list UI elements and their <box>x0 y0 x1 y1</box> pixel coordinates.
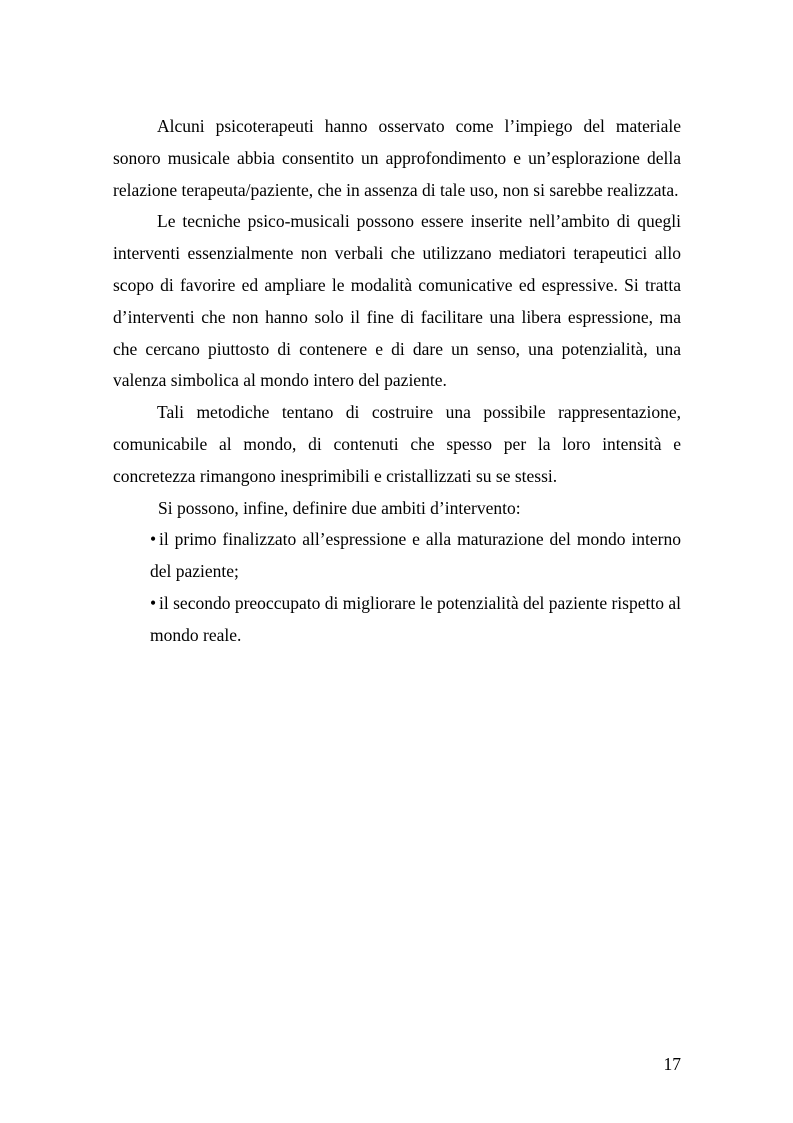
list-item <box>150 588 681 652</box>
bullet-list <box>113 524 681 651</box>
paragraph: Alcuni psicoterapeuti hanno osservato come l’impiego del materiale sonoro musicale abbia consentito un approfondimento e un’esplorazione della relazione terapeuta/paziente, che in assenza di tale uso, non si sarebbe realizzata. <box>113 116 681 200</box>
paragraph: Le tecniche psico-musicali possono essere inserite nell’ambito di quegli interventi essenzialmente non verbali che utilizzano mediatori terapeutici allo scopo di favorire ed ampliare le modalità comunicative ed espressive. Si tratta d’interventi che non hanno solo il fine di facilitare una libera espressione, ma che cercano piuttosto di contenere e di dare un senso, una potenzialità, una valenza simbolica al mondo intero del paziente. <box>113 211 681 391</box>
bullet-icon: • <box>150 529 157 550</box>
list-item <box>150 524 681 588</box>
page-number: 17 <box>663 1054 681 1074</box>
list-item-text: il primo finalizzato all’espressione e alla maturazione del mondo interno del paziente; <box>150 529 681 582</box>
list-intro: Si possono, infine, definire due ambiti d’intervento: <box>158 497 521 518</box>
paragraph: Tali metodiche tentano di costruire una possibile rappresentazione, comunicabile al mondo, di contenuti che spesso per la loro intensità e concretezza rimangono inesprimibili e cristallizzati su se stessi. <box>113 402 681 486</box>
body-text <box>113 111 681 652</box>
bullet-icon: • <box>150 592 157 613</box>
list-item-text: il secondo preoccupato di migliorare le potenzialità del paziente rispetto al mondo reale. <box>150 592 681 645</box>
